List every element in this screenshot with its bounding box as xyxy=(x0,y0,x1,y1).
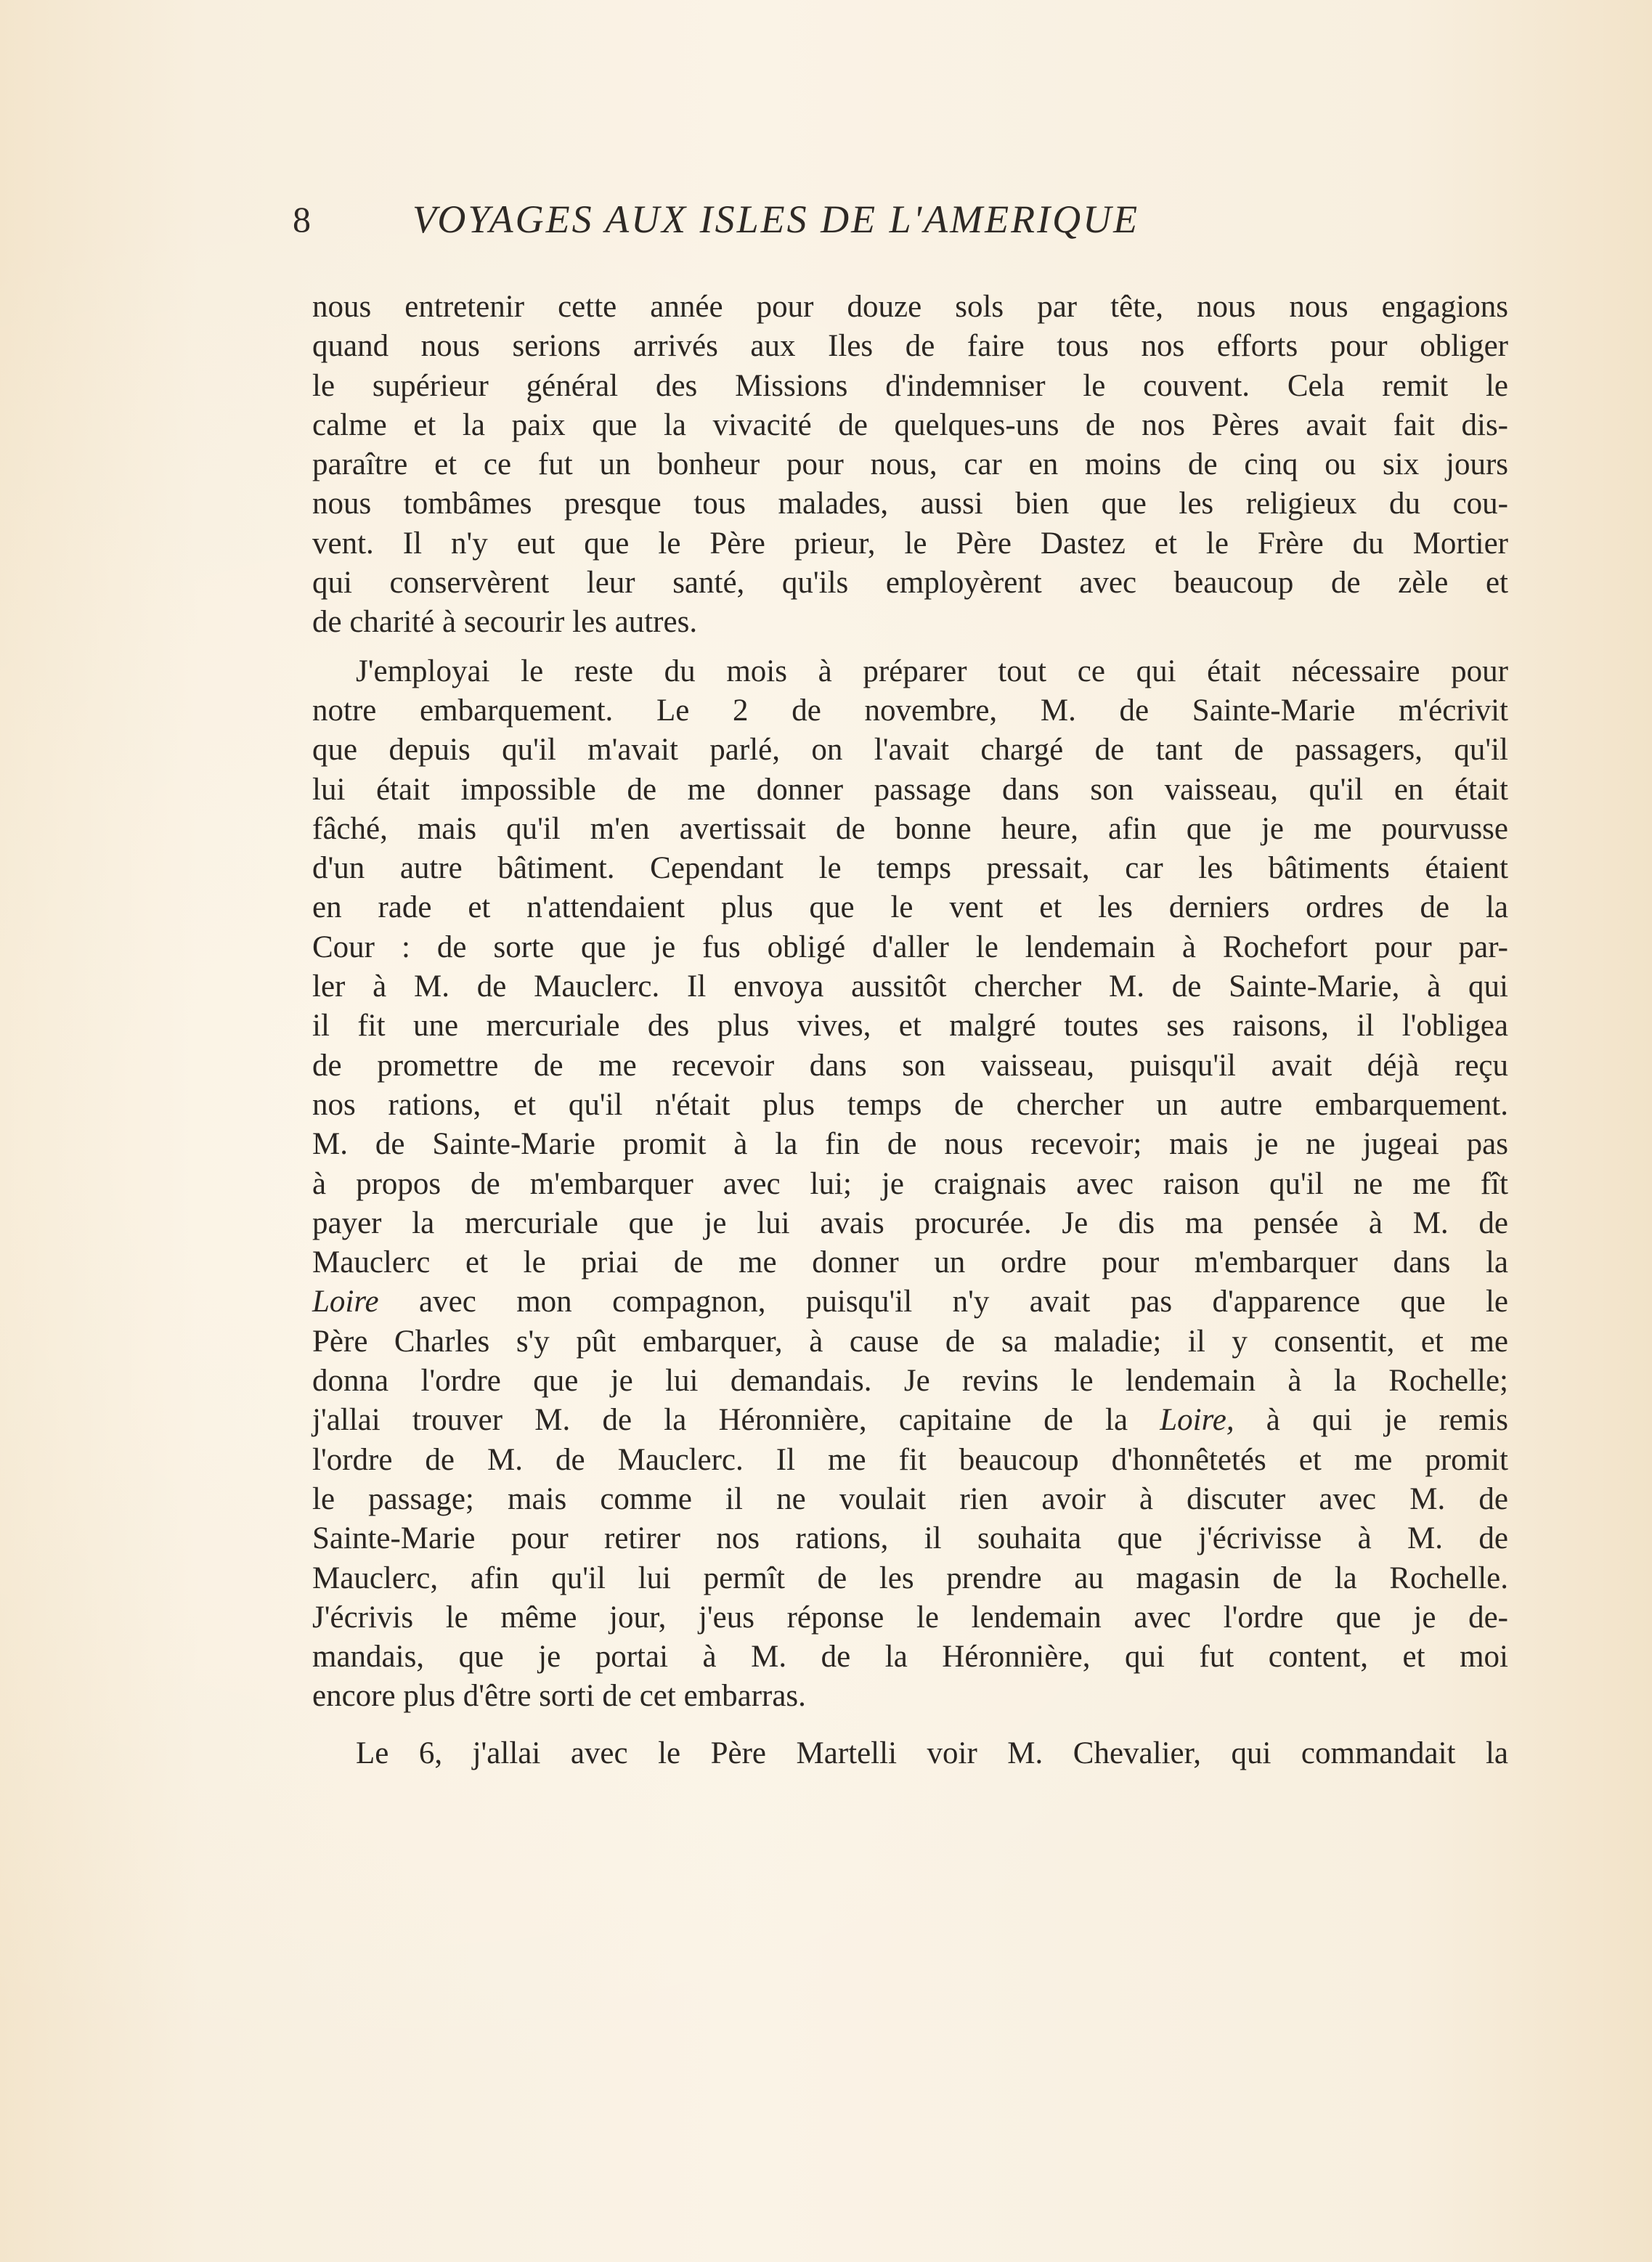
text-line: le passage; mais comme il ne voulait rien avoir à discuter avec M. de xyxy=(312,1481,1508,1516)
text-line: notre embarquement. Le 2 de novembre, M. de Sainte-Marie m'écrivit xyxy=(312,693,1508,728)
text-line: vent. Il n'y eut que le Père prieur, le Père Dastez et le Frère du Mortier xyxy=(312,526,1508,561)
text-line: il fit une mercuriale des plus vives, et malgré toutes ses raisons, il l'obligea xyxy=(312,1009,1508,1043)
running-head-title: VOYAGES AUX ISLES DE L'AMERIQUE xyxy=(412,198,1140,241)
text-line: nos rations, et qu'il n'était plus temps de chercher un autre embarquement. xyxy=(312,1087,1508,1122)
paragraph-3 xyxy=(312,1734,1508,1773)
text-line: fâché, mais qu'il m'en avertissait de bonne heure, afin que je me pourvusse xyxy=(312,811,1508,846)
text-line: Mauclerc et le priai de me donner un ordre pour m'embarquer dans la xyxy=(312,1245,1508,1280)
text-line: d'un autre bâtiment. Cependant le temps pressait, car les bâtiments étaient xyxy=(312,851,1508,886)
text-line: à propos de m'embarquer avec lui; je craignais avec raison qu'il ne me fît xyxy=(312,1166,1508,1201)
text-line: quand nous serions arrivés aux Iles de faire tous nos efforts pour obliger xyxy=(312,329,1508,364)
text-line: Mauclerc, afin qu'il lui permît de les prendre au magasin de la Rochelle. xyxy=(312,1561,1508,1595)
text-line: le supérieur général des Missions d'indemniser le couvent. Cela remit le xyxy=(312,368,1508,403)
text-line: mandais, que je portai à M. de la Héronnière, qui fut content, et moi xyxy=(312,1640,1508,1675)
text-line: de promettre de me recevoir dans son vaisseau, puisqu'il avait déjà reçu xyxy=(312,1048,1508,1083)
running-head xyxy=(293,190,1513,248)
text-line: paraître et ce fut un bonheur pour nous, car en moins de cinq ou six jours xyxy=(312,447,1508,482)
text-line: que depuis qu'il m'avait parlé, on l'avait chargé de tant de passagers, qu'il xyxy=(312,733,1508,768)
text-line: Le 6, j'allai avec le Père Martelli voir M. Chevalier, qui commandait la xyxy=(356,1736,1508,1770)
text-line: encore plus d'être sorti de cet embarras. xyxy=(312,1679,806,1714)
page-number: 8 xyxy=(293,199,311,240)
text-line: en rade et n'attendaient plus que le vent et les derniers ordres de la xyxy=(312,890,1508,925)
ship-name-italic: Loire xyxy=(312,1285,379,1319)
text-line: j'allai trouver M. de la Héronnière, capitaine de la Loire, à qui je remis xyxy=(312,1403,1508,1438)
body-text xyxy=(312,288,1508,1773)
text-line: nous entretenir cette année pour douze sols par tête, nous nous engagions xyxy=(312,290,1508,324)
text-line: Père Charles s'y pût embarquer, à cause de sa maladie; il y consentit, et me xyxy=(312,1324,1508,1359)
text-line: de charité à secourir les autres. xyxy=(312,605,698,640)
ship-name-italic: Loire, xyxy=(1160,1403,1234,1438)
text-line: Sainte-Marie pour retirer nos rations, il souhaita que j'écrivisse à M. de xyxy=(312,1521,1508,1556)
text-line: Cour : de sorte que je fus obligé d'aller le lendemain à Rochefort pour par- xyxy=(312,929,1508,964)
text-line: calme et la paix que la vivacité de quelques-uns de nos Pères avait fait dis- xyxy=(312,407,1508,442)
text-line: donna l'ordre que je lui demandais. Je revins le lendemain à la Rochelle; xyxy=(312,1364,1508,1399)
text-line: Loire avec mon compagnon, puisqu'il n'y avait pas d'apparence que le xyxy=(312,1285,1508,1319)
text-line: nous tombâmes presque tous malades, aussi bien que les religieux du cou- xyxy=(312,487,1508,521)
text-line: l'ordre de M. de Mauclerc. Il me fit beaucoup d'honnêtetés et me promit xyxy=(312,1442,1508,1477)
text-line: J'écrivis le même jour, j'eus réponse le lendemain avec l'ordre que je de- xyxy=(312,1600,1508,1635)
text-line: qui conservèrent leur santé, qu'ils employèrent avec beaucoup de zèle et xyxy=(312,566,1508,601)
text-line: ler à M. de Mauclerc. Il envoya aussitôt chercher M. de Sainte-Marie, à qui xyxy=(312,969,1508,1004)
text-line: J'employai le reste du mois à préparer tout ce qui était nécessaire pour xyxy=(356,654,1508,688)
paragraph-1 xyxy=(312,288,1508,643)
text-line: M. de Sainte-Marie promit à la fin de nous recevoir; mais je ne jugeai pas xyxy=(312,1127,1508,1162)
text-line: lui était impossible de me donner passage dans son vaisseau, qu'il en était xyxy=(312,772,1508,807)
text-line: payer la mercuriale que je lui avais procurée. Je dis ma pensée à M. de xyxy=(312,1205,1508,1240)
paragraph-2 xyxy=(312,652,1508,1717)
